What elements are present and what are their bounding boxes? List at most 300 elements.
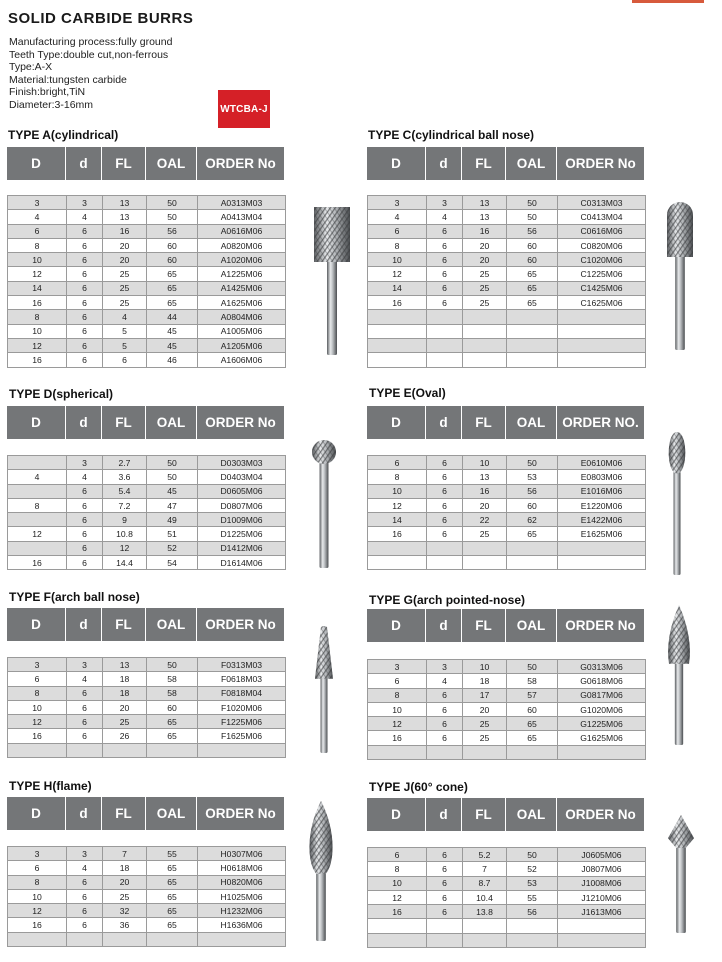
table-cell: 6: [67, 904, 103, 917]
table-header: [367, 609, 644, 642]
table-cell: 6: [67, 353, 103, 366]
table-cell: 16: [8, 556, 67, 569]
table-cell: 25: [103, 890, 147, 903]
table-cell: 6: [67, 513, 103, 526]
table-cell: 6: [67, 499, 103, 512]
table-row: [8, 556, 285, 570]
table-cell: 10: [463, 456, 507, 469]
table-cell: 60: [507, 703, 558, 716]
table-row: [8, 527, 285, 541]
table-cell: [558, 919, 645, 932]
table-cell: 6: [67, 267, 103, 280]
table-cell: A0413M04: [220, 211, 263, 222]
table-cell: 56: [507, 225, 558, 238]
table-cell: 12: [368, 499, 427, 512]
table-row: [368, 542, 645, 556]
table-cell: 25: [463, 717, 507, 730]
table-cell: 3: [67, 456, 103, 469]
table-cell: 6: [427, 717, 463, 730]
table-row: [8, 876, 285, 890]
table-row: [8, 196, 285, 210]
table-cell: 45: [147, 339, 198, 352]
table-cell: E0610M06: [580, 457, 623, 468]
table-row: [368, 513, 645, 527]
table-row: [368, 296, 645, 310]
table-cell: H1025M06: [220, 891, 263, 902]
table-row: [368, 556, 645, 570]
table-cell: 7.2: [103, 499, 147, 512]
table-cell: 8: [8, 687, 67, 700]
table-cell: 4: [67, 210, 103, 223]
table-header: [7, 406, 284, 439]
table-cell: 12: [368, 267, 427, 280]
table-cell: 9: [103, 513, 147, 526]
table-cell: 3: [8, 196, 67, 209]
table-cell: 58: [507, 674, 558, 687]
table-cell: 65: [147, 876, 198, 889]
table-cell: A0804M06: [220, 312, 263, 323]
table-cell: 56: [147, 225, 198, 238]
table-cell: [147, 933, 198, 946]
table-cell: 8: [8, 239, 67, 252]
table-cell: 13.8: [463, 905, 507, 918]
table-cell: A0616M06: [220, 226, 263, 237]
table-cell: 12: [368, 717, 427, 730]
table-cell: 16: [8, 296, 67, 309]
spec-table-type-j: [367, 847, 646, 948]
table-cell: 16: [103, 225, 147, 238]
column-header-fl: FL: [462, 798, 506, 831]
table-cell: 36: [103, 918, 147, 931]
table-row: [368, 282, 645, 296]
column-header-fl: FL: [462, 406, 506, 439]
column-header-oal: OAL: [146, 147, 197, 180]
table-cell: 8: [368, 689, 427, 702]
table-cell: A0820M06: [220, 240, 263, 251]
table-cell: 25: [103, 267, 147, 280]
table-cell: 14: [368, 513, 427, 526]
table-cell: [198, 744, 285, 757]
table-cell: 6: [67, 542, 103, 555]
table-cell: F1225M06: [220, 716, 263, 727]
table-cell: 65: [147, 918, 198, 931]
table-cell: 26: [103, 729, 147, 742]
table-cell: 16: [368, 296, 427, 309]
table-cell: 6: [427, 513, 463, 526]
table-cell: 4: [8, 470, 67, 483]
table-cell: G1020M06: [580, 704, 623, 715]
table-cell: 54: [147, 556, 198, 569]
table-cell: [427, 556, 463, 569]
table-cell: 25: [463, 731, 507, 744]
table-cell: 6: [67, 715, 103, 728]
table-cell: C1020M06: [580, 254, 623, 265]
product-code-badge: WTCBA-J: [218, 90, 270, 128]
table-cell: 6: [8, 861, 67, 874]
table-cell: [427, 310, 463, 323]
table-cell: 20: [463, 253, 507, 266]
table-row: [368, 225, 645, 239]
table-cell: 6: [103, 353, 147, 366]
table-cell: [463, 325, 507, 338]
table-cell: [103, 744, 147, 757]
table-cell: 65: [147, 890, 198, 903]
table-cell: D1225M06: [220, 529, 263, 540]
top-accent-bar: [632, 0, 704, 3]
table-cell: 6: [8, 672, 67, 685]
table-cell: [507, 556, 558, 569]
table-cell: 6: [427, 470, 463, 483]
column-header-d-upper: D: [7, 147, 66, 180]
table-cell: D0807M06: [220, 500, 263, 511]
table-cell: [507, 325, 558, 338]
table-row: [8, 253, 285, 267]
table-cell: 65: [147, 282, 198, 295]
table-cell: 44: [147, 310, 198, 323]
table-cell: 12: [8, 339, 67, 352]
table-cell: [507, 746, 558, 759]
table-row: [368, 731, 645, 745]
table-cell: 65: [507, 267, 558, 280]
table-cell: [427, 934, 463, 947]
table-row: [8, 296, 285, 310]
column-header-d-lower: d: [426, 609, 462, 642]
table-row: [368, 934, 645, 948]
table-row: [8, 282, 285, 296]
column-header-oal: OAL: [146, 797, 197, 830]
table-cell: 56: [507, 905, 558, 918]
column-header-oal: OAL: [146, 406, 197, 439]
table-cell: [463, 353, 507, 366]
table-cell: 6: [427, 253, 463, 266]
table-cell: 45: [147, 485, 198, 498]
table-cell: 4: [67, 470, 103, 483]
table-cell: G0817M06: [580, 690, 623, 701]
table-cell: 58: [147, 672, 198, 685]
table-row: [8, 861, 285, 875]
table-header: [7, 608, 284, 641]
table-cell: [507, 934, 558, 947]
table-cell: 6: [67, 296, 103, 309]
table-cell: 20: [463, 703, 507, 716]
table-cell: 50: [507, 660, 558, 673]
table-cell: [507, 310, 558, 323]
table-cell: [463, 746, 507, 759]
table-cell: 50: [147, 210, 198, 223]
table-cell: 53: [507, 470, 558, 483]
table-cell: 60: [147, 239, 198, 252]
table-cell: 60: [147, 253, 198, 266]
table-row: [368, 674, 645, 688]
table-cell: 18: [103, 672, 147, 685]
table-cell: 10: [8, 253, 67, 266]
table-cell: 3: [67, 847, 103, 860]
table-cell: G1625M06: [580, 733, 623, 744]
table-cell: 6: [427, 225, 463, 238]
table-cell: [8, 485, 67, 498]
table-cell: 8: [368, 862, 427, 875]
table-cell: 20: [103, 876, 147, 889]
table-cell: 56: [507, 485, 558, 498]
column-header-fl: FL: [102, 797, 146, 830]
table-cell: 12: [368, 891, 427, 904]
table-cell: 52: [147, 542, 198, 555]
table-cell: 5.2: [463, 848, 507, 861]
table-cell: [427, 542, 463, 555]
table-cell: 7: [103, 847, 147, 860]
table-cell: 53: [507, 877, 558, 890]
column-header-order-no: ORDER No: [197, 147, 284, 180]
table-cell: 13: [463, 210, 507, 223]
table-cell: 25: [463, 282, 507, 295]
table-cell: 3: [368, 660, 427, 673]
table-cell: [463, 919, 507, 932]
table-cell: 60: [507, 499, 558, 512]
table-cell: 6: [67, 876, 103, 889]
table-cell: 6: [368, 674, 427, 687]
table-cell: [368, 542, 427, 555]
table-cell: 6: [8, 225, 67, 238]
table-row: [368, 310, 645, 324]
table-cell: D1412M06: [220, 543, 263, 554]
table-cell: [558, 310, 645, 323]
table-cell: 10: [8, 325, 67, 338]
table-cell: 4: [103, 310, 147, 323]
table-cell: 25: [463, 267, 507, 280]
table-cell: 32: [103, 904, 147, 917]
table-cell: D0605M06: [220, 486, 263, 497]
column-header-order-no: ORDER No: [197, 608, 284, 641]
table-row: [368, 919, 645, 933]
table-cell: D0303M03: [220, 457, 263, 468]
table-cell: 3: [427, 196, 463, 209]
table-cell: 52: [507, 862, 558, 875]
spec-table-type-g: [367, 659, 646, 760]
table-cell: [368, 310, 427, 323]
table-row: [8, 744, 285, 758]
table-cell: F1625M06: [220, 731, 263, 742]
column-header-order-no: ORDER No: [197, 797, 284, 830]
table-row: [8, 687, 285, 701]
table-cell: 20: [463, 499, 507, 512]
table-cell: 6: [67, 282, 103, 295]
table-cell: G0618M06: [580, 675, 623, 686]
table-cell: 12: [8, 904, 67, 917]
oval-burr-icon: [666, 430, 688, 575]
table-cell: [8, 542, 67, 555]
column-header-d-upper: D: [367, 147, 426, 180]
table-cell: [507, 339, 558, 352]
cone-burr-icon: [666, 815, 696, 933]
table-cell: F0313M03: [220, 659, 263, 670]
table-cell: 6: [427, 267, 463, 280]
table-cell: F0618M03: [220, 673, 263, 684]
table-cell: 6: [368, 456, 427, 469]
spec-table-type-e: [367, 455, 646, 570]
table-cell: [507, 919, 558, 932]
spec-line: Material:tungsten carbide: [9, 73, 127, 86]
section-title-type-f: TYPE F(arch ball nose): [9, 590, 140, 604]
table-row: [368, 253, 645, 267]
table-cell: 25: [463, 296, 507, 309]
table-cell: 10: [368, 877, 427, 890]
table-cell: 65: [147, 296, 198, 309]
table-cell: C1625M06: [580, 297, 623, 308]
table-cell: 5: [103, 325, 147, 338]
table-cell: C0313M03: [580, 197, 623, 208]
table-cell: [8, 456, 67, 469]
table-cell: 6: [67, 225, 103, 238]
table-cell: 65: [147, 729, 198, 742]
table-cell: 20: [103, 253, 147, 266]
table-row: [8, 499, 285, 513]
column-header-fl: FL: [102, 147, 146, 180]
table-cell: J1613M06: [581, 906, 622, 917]
table-row: [368, 196, 645, 210]
table-cell: C0616M06: [580, 226, 623, 237]
table-cell: 8: [8, 876, 67, 889]
table-row: [368, 267, 645, 281]
table-cell: 6: [427, 848, 463, 861]
table-cell: 6: [427, 527, 463, 540]
table-cell: 6: [67, 325, 103, 338]
table-cell: [507, 353, 558, 366]
flame-burr-icon: [306, 801, 336, 941]
column-header-d-upper: D: [367, 609, 426, 642]
table-cell: 6: [67, 701, 103, 714]
table-cell: 6: [67, 527, 103, 540]
spec-line: Teeth Type:double cut,non-ferrous: [9, 48, 169, 61]
spec-line: Manufacturing process:fully ground: [9, 36, 173, 48]
section-title-type-a: TYPE A(cylindrical): [8, 128, 119, 142]
table-cell: [67, 744, 103, 757]
table-cell: 6: [67, 239, 103, 252]
table-cell: 3: [427, 660, 463, 673]
table-cell: 45: [147, 325, 198, 338]
table-row: [368, 689, 645, 703]
table-cell: 10: [8, 701, 67, 714]
table-header: [367, 406, 644, 439]
table-cell: 50: [147, 196, 198, 209]
spec-table-type-c: [367, 195, 646, 368]
spec-table-type-h: [7, 846, 286, 947]
section-title-type-d: TYPE D(spherical): [9, 387, 114, 401]
table-cell: 46: [147, 353, 198, 366]
table-cell: 3: [8, 658, 67, 671]
table-cell: 57: [507, 689, 558, 702]
table-cell: 6: [427, 239, 463, 252]
column-header-fl: FL: [462, 147, 506, 180]
table-cell: C0820M06: [580, 240, 623, 251]
table-cell: [558, 934, 645, 947]
table-cell: [427, 353, 463, 366]
column-header-d-upper: D: [7, 797, 66, 830]
table-cell: A1020M06: [220, 254, 263, 265]
table-cell: 10.8: [103, 527, 147, 540]
table-cell: [8, 513, 67, 526]
column-header-oal: OAL: [506, 609, 557, 642]
table-row: [8, 904, 285, 918]
table-cell: 58: [147, 687, 198, 700]
table-cell: 17: [463, 689, 507, 702]
table-cell: 6: [427, 905, 463, 918]
table-row: [368, 239, 645, 253]
table-header: [7, 147, 284, 180]
table-row: [368, 746, 645, 760]
table-cell: 6: [368, 848, 427, 861]
spherical-burr-icon: [310, 438, 338, 568]
table-cell: A1005M06: [220, 326, 263, 337]
table-cell: 5: [103, 339, 147, 352]
table-cell: 8: [8, 499, 67, 512]
table-cell: F0818M04: [220, 688, 263, 699]
table-cell: [427, 325, 463, 338]
table-cell: 6: [427, 282, 463, 295]
table-cell: 65: [507, 296, 558, 309]
table-cell: 13: [463, 196, 507, 209]
table-cell: 18: [103, 687, 147, 700]
column-header-d-lower: d: [66, 608, 102, 641]
table-row: [368, 703, 645, 717]
table-cell: D1614M06: [220, 557, 263, 568]
table-cell: 65: [507, 527, 558, 540]
table-cell: 6: [67, 890, 103, 903]
table-cell: 25: [103, 296, 147, 309]
table-cell: 10: [463, 660, 507, 673]
table-row: [368, 891, 645, 905]
table-cell: J1008M06: [581, 878, 622, 889]
column-header-d-lower: d: [426, 147, 462, 180]
table-cell: 6: [67, 485, 103, 498]
table-cell: 4: [427, 674, 463, 687]
table-cell: 6: [427, 891, 463, 904]
table-cell: 25: [463, 527, 507, 540]
table-cell: [558, 339, 645, 352]
table-cell: 50: [147, 470, 198, 483]
table-cell: 6: [368, 225, 427, 238]
table-row: [8, 729, 285, 743]
table-row: [8, 701, 285, 715]
spec-line: Type:A-X: [9, 61, 53, 74]
table-cell: E1422M06: [580, 514, 623, 525]
table-cell: A1425M06: [220, 283, 263, 294]
table-cell: 12: [8, 715, 67, 728]
table-cell: [427, 746, 463, 759]
table-cell: J0605M06: [581, 849, 622, 860]
table-cell: [67, 933, 103, 946]
table-cell: [103, 933, 147, 946]
table-cell: [463, 556, 507, 569]
column-header-oal: OAL: [506, 406, 557, 439]
table-row: [368, 499, 645, 513]
table-cell: 62: [507, 513, 558, 526]
table-cell: 51: [147, 527, 198, 540]
table-cell: 7: [463, 862, 507, 875]
table-cell: A1606M06: [220, 354, 263, 365]
table-cell: 13: [463, 470, 507, 483]
column-header-d-upper: D: [367, 406, 426, 439]
spec-line: Diameter:3-16mm: [9, 98, 94, 111]
table-cell: [8, 933, 67, 946]
table-cell: 16: [368, 905, 427, 918]
table-cell: 4: [368, 210, 427, 223]
table-cell: J1210M06: [581, 892, 622, 903]
column-header-oal: OAL: [506, 147, 557, 180]
spec-table-type-a: [7, 195, 286, 368]
table-header: [7, 797, 284, 830]
table-row: [8, 239, 285, 253]
table-cell: 50: [507, 196, 558, 209]
